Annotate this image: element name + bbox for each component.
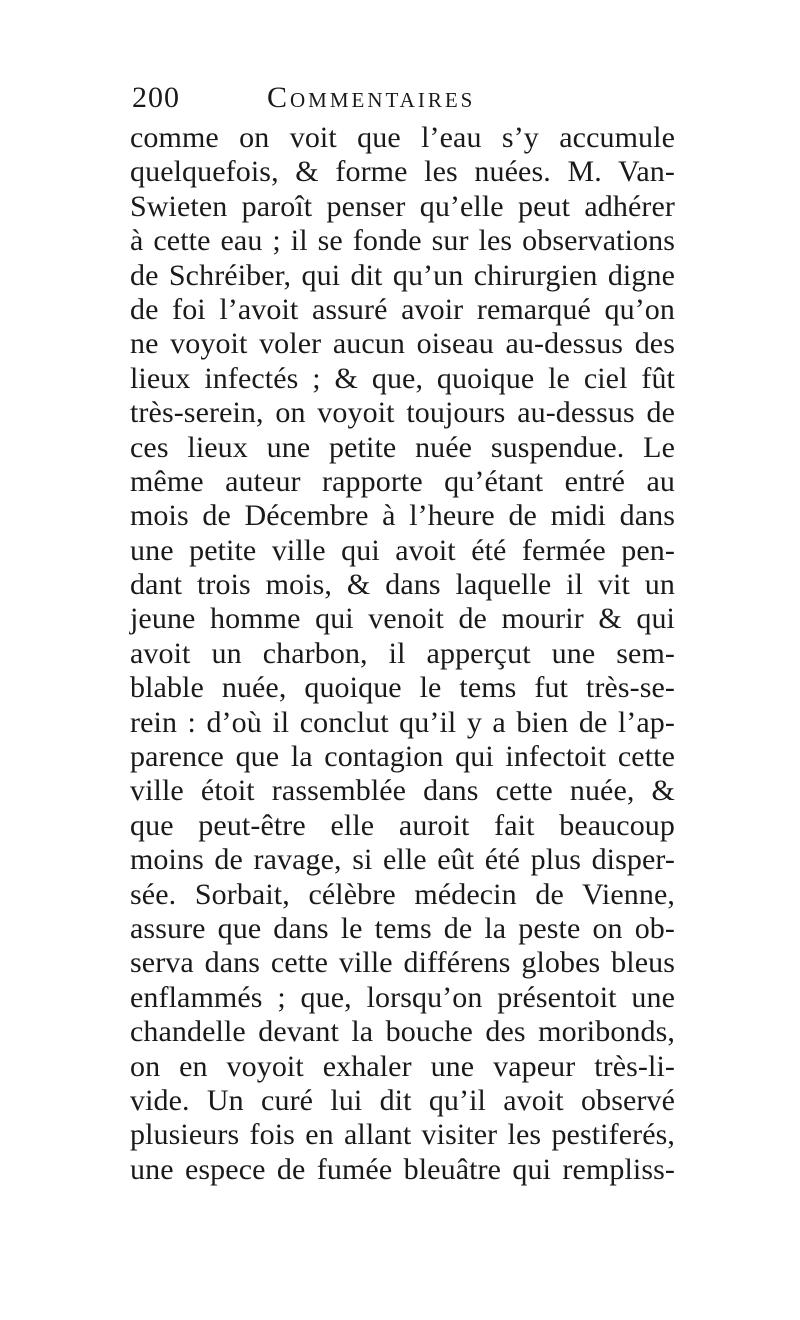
text-line: blable nuée, quoique le tems fut très-se-	[130, 671, 675, 705]
running-head: Commentaires	[267, 81, 476, 114]
text-line: moins de ravage, si elle eût été plus disper-	[130, 843, 675, 877]
text-line: sée. Sorbait, célèbre médecin de Vienne,	[130, 877, 675, 911]
text-line: quelquefois, & forme les nuées. M. Van-	[130, 155, 675, 189]
text-line: parence que la contagion qui infectoit cette	[130, 740, 675, 774]
text-line: vide. Un curé lui dit qu’il avoit observé	[130, 1083, 675, 1117]
text-line: jeune homme qui venoit de mourir & qui	[130, 602, 675, 636]
text-line: une espece de fumée bleuâtre qui rempliss-	[130, 1152, 675, 1186]
text-line: de Schréiber, qui dit qu’un chirurgien digne	[130, 258, 675, 292]
text-line: enflammés ; que, lorsqu’on présentoit une	[130, 980, 675, 1014]
text-line: plusieurs fois en allant visiter les pestiferés,	[130, 1118, 675, 1152]
text-line: on en voyoit exhaler une vapeur très-li-	[130, 1049, 675, 1083]
text-line: mois de Décembre à l’heure de midi dans	[130, 499, 675, 533]
text-line: Swieten paroît penser qu’elle peut adhérer	[130, 189, 675, 223]
text-line: lieux infectés ; & que, quoique le ciel fût	[130, 361, 675, 395]
text-line: dant trois mois, & dans laquelle il vit un	[130, 568, 675, 602]
text-line: à cette eau ; il se fonde sur les observations	[130, 224, 675, 258]
text-line: ces lieux une petite nuée suspendue. Le	[130, 430, 675, 464]
text-line: avoit un charbon, il apperçut une sem-	[130, 636, 675, 670]
page-number: 200	[132, 81, 180, 114]
text-line: rein : d’où il conclut qu’il y a bien de l’ap-	[130, 705, 675, 739]
text-line: comme on voit que l’eau s’y accumule	[130, 121, 675, 154]
text-line: assure que dans le tems de la peste on ob-	[130, 911, 675, 945]
text-line: très-serein, on voyoit toujours au-dessus de	[130, 396, 675, 430]
body-text	[130, 121, 675, 1187]
text-line: une petite ville qui avoit été fermée pen-	[130, 533, 675, 567]
text-line: ne voyoit voler aucun oiseau au-dessus des	[130, 327, 675, 361]
text-line: serva dans cette ville différens globes bleus	[130, 946, 675, 980]
text-line: que peut-être elle auroit fait beaucoup	[130, 808, 675, 842]
text-line: même auteur rapporte qu’étant entré au	[130, 464, 675, 498]
text-line: chandelle devant la bouche des moribonds,	[130, 1015, 675, 1049]
page-header	[132, 78, 672, 118]
text-line: de foi l’avoit assuré avoir remarqué qu’on	[130, 292, 675, 326]
text-line: ville étoit rassemblée dans cette nuée, &	[130, 774, 675, 808]
